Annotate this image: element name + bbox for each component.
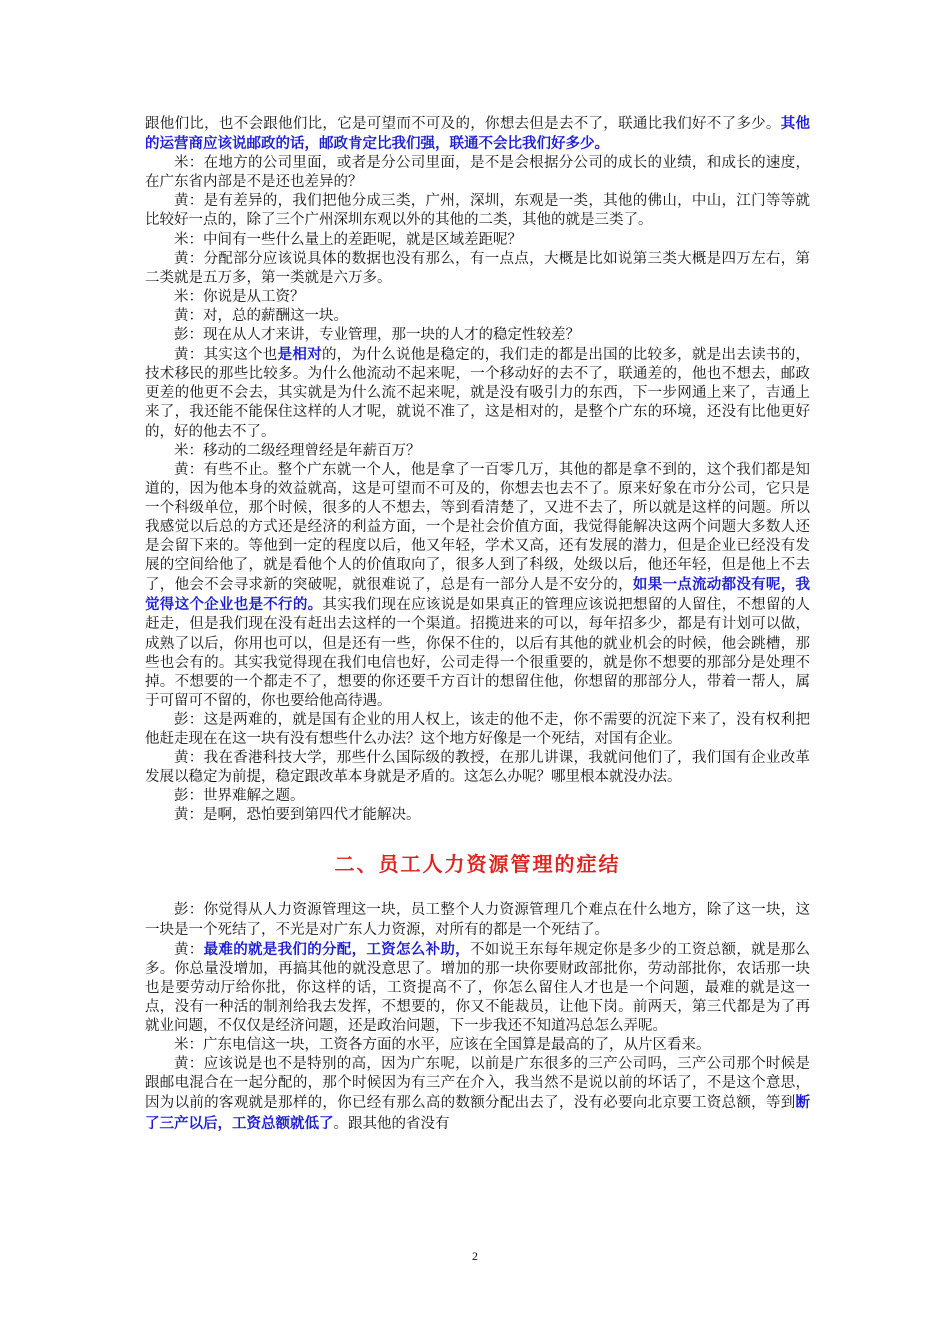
highlighted-text: 断了三产以后，工资总额就低了 — [145, 1094, 810, 1132]
dialogue-block-2 — [145, 901, 810, 1133]
paragraph-text: 黄：应该说是也不是特别的高，因为广东呢，以前是广东很多的三产公司吗，三产公司那个时候是跟邮电混合在一起分配的，那个时候因为有三产在介入，我当然不是说以前的坏话了，不是这个意思，因为以前的客观就是那样的，你已经有那么高的数额分配出去了，没有必要向北京要工资总额，等到 — [145, 1056, 810, 1112]
paragraph-text: 跟他们比，也不会跟他们比，它是可望而不可及的，你想去但是去不了，联通比我们好不了多少。 — [145, 116, 781, 132]
section-heading: 二、员工人力资源管理的症结 — [334, 852, 621, 877]
dialogue-paragraph — [145, 1036, 810, 1055]
dialogue-paragraph — [145, 1055, 810, 1133]
dialogue-paragraph — [145, 154, 810, 192]
paragraph-text: 黄：对，总的薪酬这一块。 — [174, 307, 348, 324]
dialogue-paragraph — [145, 749, 810, 787]
dialogue-paragraph — [145, 711, 810, 749]
paragraph-text: 彭：这是两难的，就是国有企业的用人权上，该走的他不走，你不需要的沉淀下来了，没有权利把他赶走现在在这一块有没有想些什么办法？这个地方好像是一个死结，对国有企业。 — [145, 711, 810, 747]
paragraph-text: 彭：世界难解之题。 — [174, 788, 305, 805]
dialogue-paragraph — [145, 940, 810, 1036]
paragraph-text: 米：广东电信这一块，工资各方面的水平，应该在全国算是最高的了，从片区看来。 — [174, 1037, 711, 1054]
dialogue-paragraph — [145, 326, 810, 345]
dialogue-paragraph — [145, 288, 810, 307]
dialogue-paragraph — [145, 787, 810, 806]
dialogue-paragraph — [145, 901, 810, 939]
paragraph-text: 黄：是有差异的，我们把他分成三类，广州，深圳，东观是一类，其他的佛山，中山，江门等等就比较好一点的，除了三个广州深圳东观以外的其他的二类，其他的就是三类了。 — [145, 193, 810, 229]
dialogue-paragraph — [145, 231, 810, 250]
dialogue-paragraph — [145, 442, 810, 461]
dialogue-paragraph — [145, 345, 810, 441]
paragraph-text: 米：移动的二级经理曾经是年薪百万？ — [174, 442, 421, 459]
dialogue-block-1 — [145, 114, 810, 825]
dialogue-paragraph — [145, 806, 810, 825]
paragraph-text: 。跟其他的省没有 — [333, 1115, 450, 1132]
paragraph-text: 黄：是啊，恐怕要到第四代才能解决。 — [174, 807, 421, 824]
paragraph-text: 黄：其实这个也 — [174, 347, 278, 364]
paragraph-text: 其实我们现在应该说是如果真正的管理应该说把想留的人留住，不想留的人赶走，但是我们现在没有赶出去这样的一个渠道。招揽进来的可以，每年招多少，都是有计划可以做，成熟了以后，你用也可以，但是还有一些，你保不住的，以后有其他的就业机会的时候，他会跳槽，那些也会有的。其实我觉得现在我们电信也好，公司走得一个很重要的，就是你不想要的那部分是处理不掉。不想要的一个都走不了，想要的你还要千方百计的想留住他，你想留的那部分人，带着一帮人，属于可留可不留的，你也要给他高待遇。 — [145, 597, 811, 709]
paragraph-text: 米：中间有一些什么量上的差距呢，就是区域差距呢？ — [174, 231, 522, 248]
paragraph-text: 不如说王东每年规定你是多少的工资总额，就是那么多。你总量没增加，再搞其他的就没意思了。增加的那一块你要财政部批你，劳动部批你，农话那一块也是要劳动厅给你批，你这样的话，工资提高不了，你怎么留住人才也是一个问题，最难的就是这一点，没有一种活的制剂给我去发挥，不想要的，你又不能裁员，让他下岗。前两天，第三代都是为了再就业问题，不仅仅是经济问题，还是政治问题，下一步我还不知道冯总怎么弄呢。 — [145, 941, 811, 1035]
document-body — [145, 114, 810, 1134]
dialogue-paragraph — [145, 114, 810, 154]
dialogue-paragraph — [145, 250, 810, 288]
paragraph-text: 黄：分配部分应该说具体的数据也没有那么，有一点点，大概是比如说第三类大概是四万左右，第二类就是五万多，第一类就是六万多。 — [145, 250, 810, 286]
highlighted-text: 如果一点流动都没有呢，我觉得这个企业也是不行的。 — [145, 576, 810, 614]
paragraph-text: 彭：现在从人才来讲，专业管理，那一块的人才的稳定性较差？ — [174, 327, 580, 344]
highlighted-text: 其他的运营商应该说邮政的话，邮政肯定比我们强，联通不会比我们好多少。 — [145, 115, 811, 153]
paragraph-text: 黄： — [174, 941, 204, 958]
dialogue-paragraph — [145, 192, 810, 230]
highlighted-text: 是相对 — [277, 346, 322, 364]
paragraph-text: 黄：我在香港科技大学，那些什么国际级的教授，在那儿讲课，我就问他们了，我们国有企业改革发展以稳定为前提，稳定跟改革本身就是矛盾的。这怎么办呢？哪里根本就没办法。 — [145, 750, 810, 786]
page-number: 2 — [472, 1249, 478, 1263]
paragraph-text: 的，为什么说他是稳定的，我们走的都是出国的比较多，就是出去读书的，技术移民的那些比较多。为什么他流动不起来呢，一个移动好的去不了，联通差的，他也不想去，邮政更差的他更不会去，其实就是为什么流不起来呢，就是没有吸引力的东西，下一步网通上来了，吉通上来了，我还能不能保住这样的人才呢，就说不准了，这是相对的，是整个广东的环境，还没有比他更好的，好的他去不了。 — [145, 347, 811, 440]
highlighted-text: 最难的就是我们的分配，工资怎么补助， — [203, 940, 470, 958]
dialogue-paragraph — [145, 461, 810, 711]
paragraph-text: 米：在地方的公司里面，或者是分公司里面，是不是会根据分公司的成长的业绩，和成长的速度，在广东省内部是不是还也差异的？ — [145, 155, 810, 191]
paragraph-text: 彭：你觉得从人力资源管理这一块，员工整个人力资源管理几个难点在什么地方，除了这一块，这一块是一个死结了，不光是对广东人力资源，对所有的都是一个死结了。 — [145, 902, 810, 938]
paragraph-text: 米：你说是从工资？ — [174, 288, 305, 305]
dialogue-paragraph — [145, 307, 810, 326]
paragraph-text: 黄：有些不止。整个广东就一个人，他是拿了一百零几万，其他的都是拿不到的，这个我们都是知道的，因为他本身的效益就高，这是可望而不可及的，你想去也去不了。原来好象在市分公司，它只是一个科级单位，那个时候，很多的人不想去，等到看清楚了，又进不去了，所以就是这样的问题。所以我感觉以后总的方式还是经济的利益方面，一个是社会价值方面，我觉得能解决这两个问题大多数人还是会留下来的。等他到一定的程度以后，他又年轻，学术又高，还有发展的潜力，但是企业已经没有发展的空间给他了，就是看他个人的价值取向了，很多人到了科级，处级以后，他还年轻，但是他上不去了，他会不会寻求新的突破呢，就很难说了，总是有一部分人是不安分的， — [145, 461, 810, 594]
